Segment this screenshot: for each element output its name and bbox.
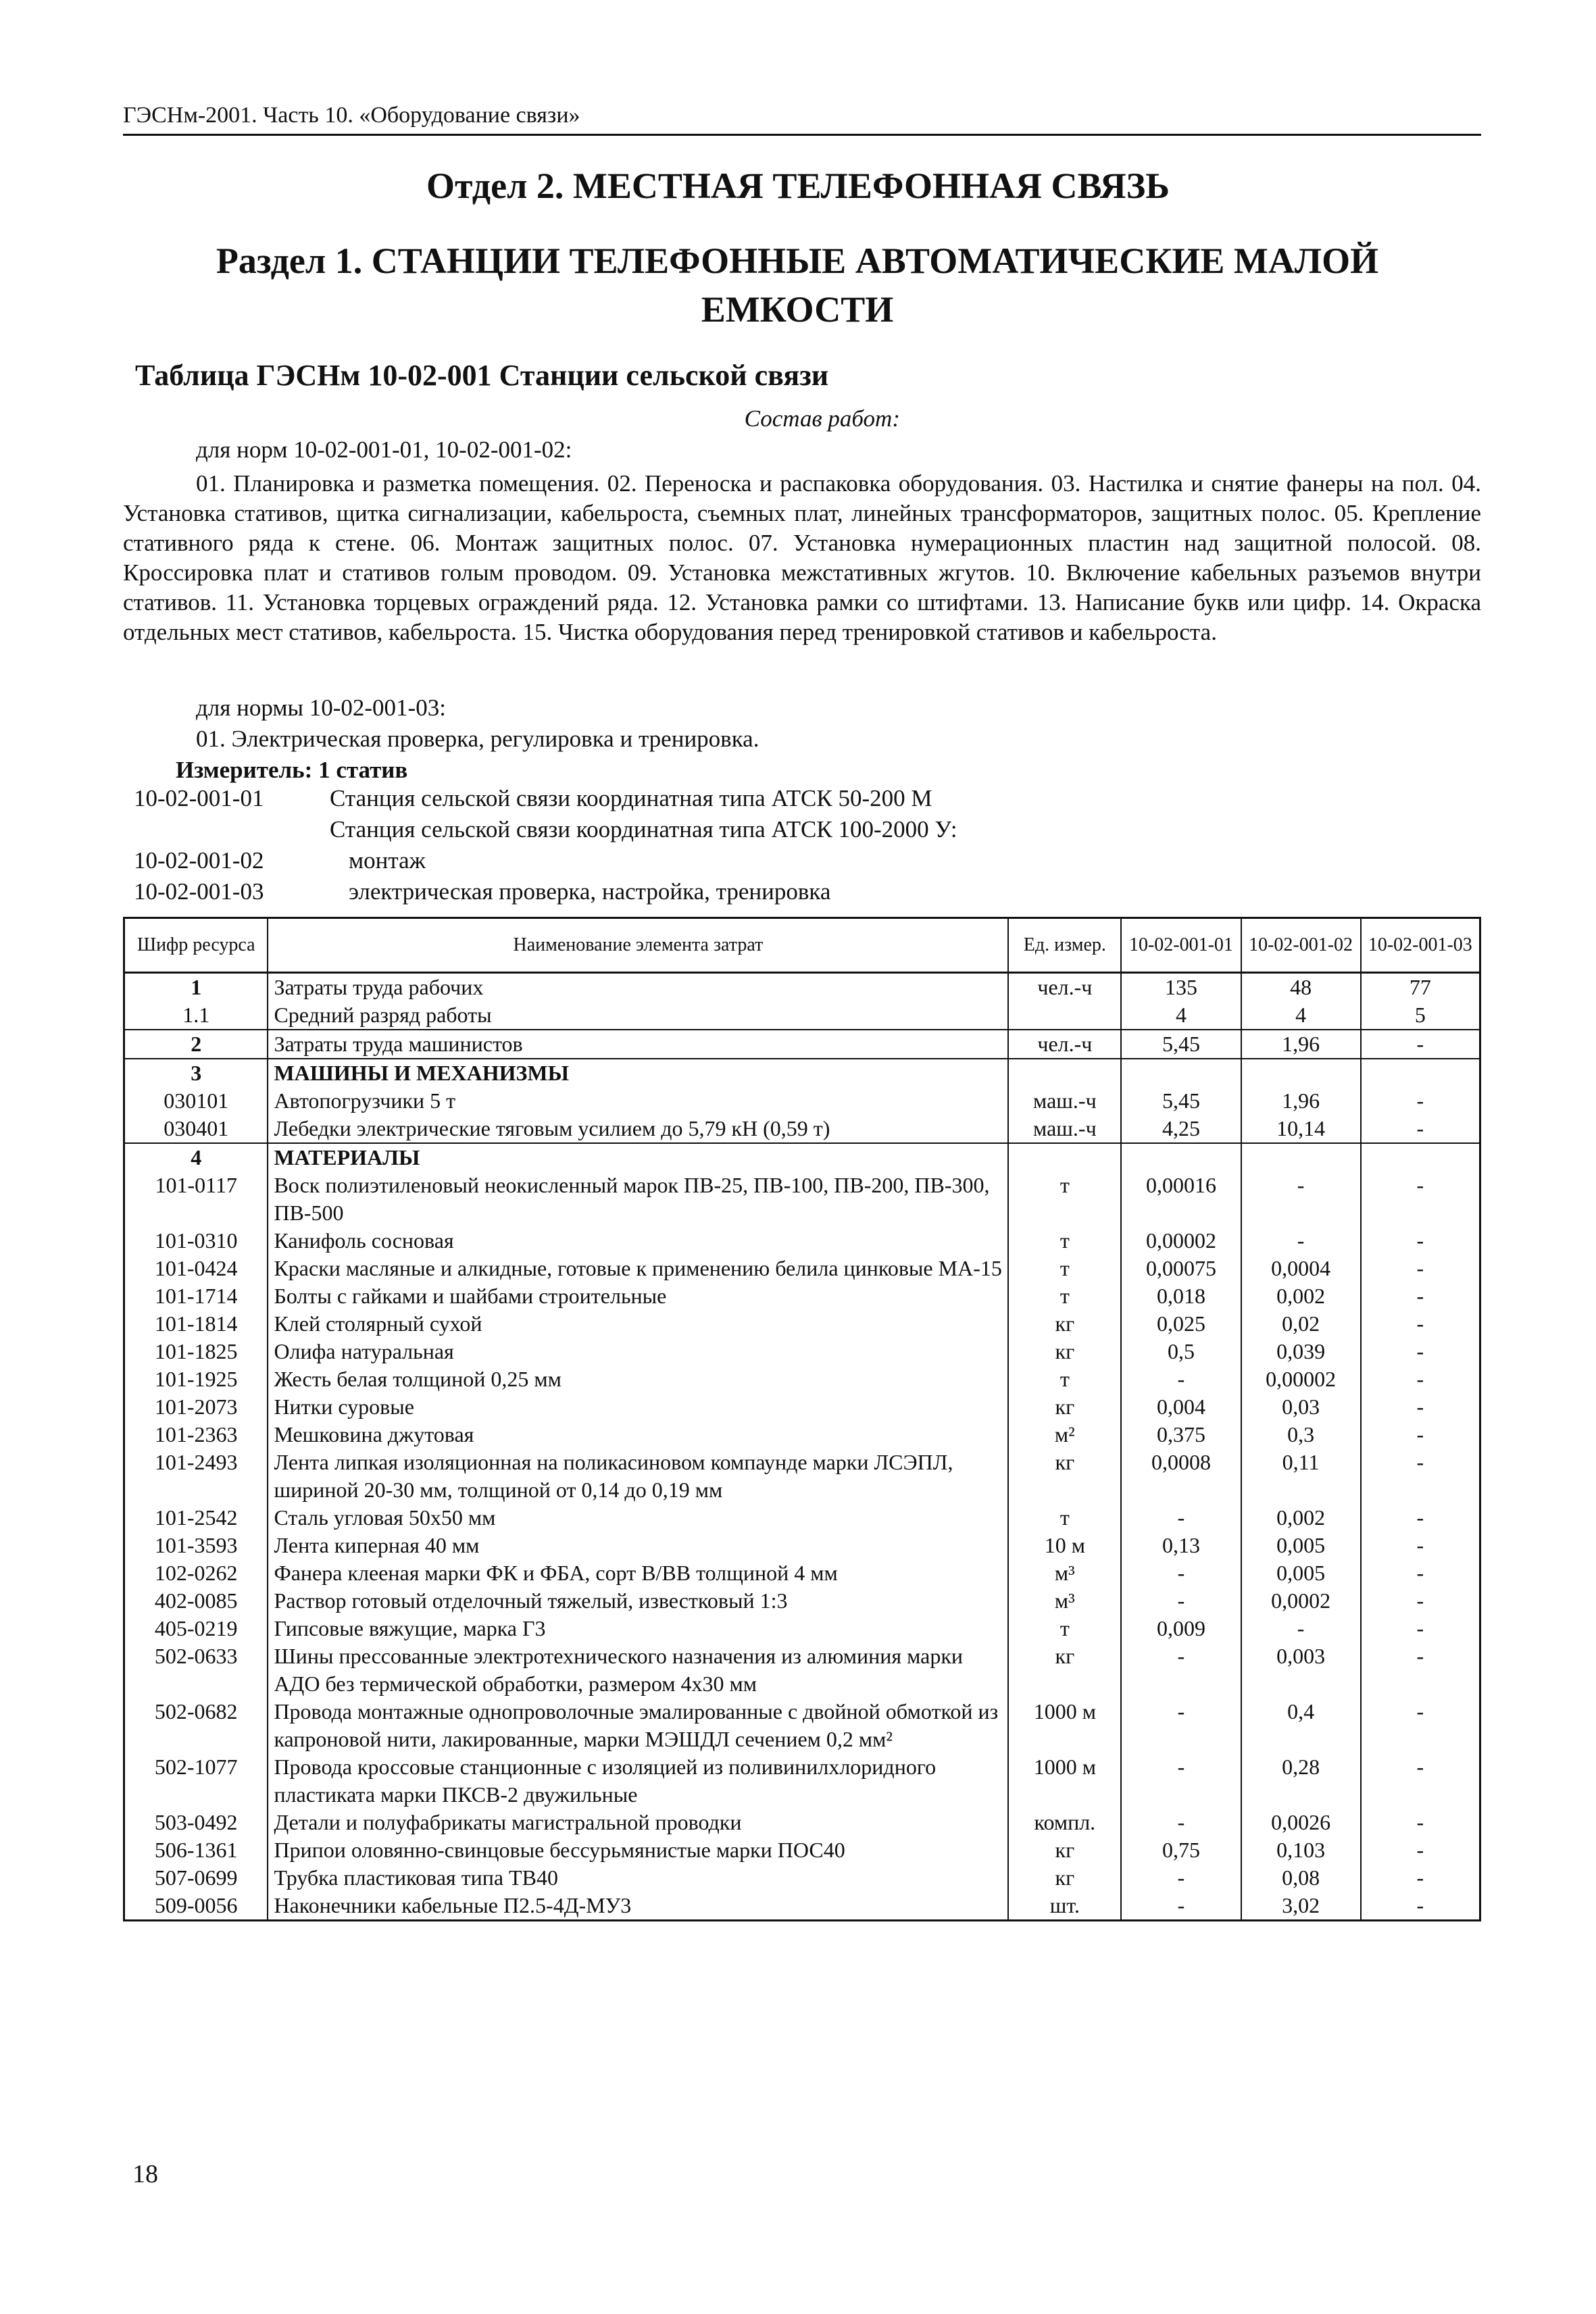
cell-norm-02: 0,003 bbox=[1241, 1642, 1361, 1698]
cell-name: Болты с гайками и шайбами строительные bbox=[268, 1282, 1008, 1310]
page-number: 18 bbox=[132, 2160, 158, 2188]
cell-norm-03: - bbox=[1361, 1087, 1480, 1115]
table-row bbox=[124, 1115, 1480, 1143]
table-row bbox=[124, 1615, 1480, 1642]
cell-norm-01: - bbox=[1121, 1642, 1241, 1698]
cell-code: 101-2542 bbox=[124, 1504, 268, 1532]
cell-name: Сталь угловая 50х50 мм bbox=[268, 1504, 1008, 1532]
cell-norm-03: - bbox=[1361, 1338, 1480, 1365]
cell-code: 101-0310 bbox=[124, 1227, 268, 1255]
section-title-line-2: ЕМКОСТИ bbox=[701, 289, 894, 330]
cell-name: МАТЕРИАЛЫ bbox=[268, 1143, 1008, 1172]
table-row bbox=[124, 1001, 1480, 1030]
composition-label: Состав работ: bbox=[744, 405, 900, 432]
cell-code: 101-1714 bbox=[124, 1282, 268, 1310]
cell-unit: кг bbox=[1008, 1310, 1121, 1338]
header-norm-01: 10-02-001-01 bbox=[1121, 918, 1241, 973]
norm-code-line bbox=[134, 846, 426, 876]
cell-name: Олифа натуральная bbox=[268, 1338, 1008, 1365]
norm-code-line bbox=[330, 815, 957, 845]
cell-norm-02: 1,96 bbox=[1241, 1030, 1361, 1059]
table-row bbox=[124, 1338, 1480, 1365]
cell-code: 502-0682 bbox=[124, 1698, 268, 1753]
cell-norm-01: 0,004 bbox=[1121, 1393, 1241, 1421]
table-row bbox=[124, 1892, 1480, 1921]
cell-norm-03: - bbox=[1361, 1365, 1480, 1393]
cell-code: 3 bbox=[124, 1059, 268, 1087]
cell-norm-02: 4 bbox=[1241, 1001, 1361, 1030]
table-row bbox=[124, 1227, 1480, 1255]
cell-unit: 1000 м bbox=[1008, 1753, 1121, 1809]
cell-norm-02: 0,0004 bbox=[1241, 1255, 1361, 1282]
cell-norm-02: 0,002 bbox=[1241, 1282, 1361, 1310]
norm-description: Станция сельской связи координатная типа АТСК 100-2000 У: bbox=[330, 816, 957, 842]
cell-norm-02: 0,005 bbox=[1241, 1532, 1361, 1559]
cell-name: Средний разряд работы bbox=[268, 1001, 1008, 1030]
cell-norm-01: 4,25 bbox=[1121, 1115, 1241, 1143]
section-title-line-1: Раздел 1. СТАНЦИИ ТЕЛЕФОННЫЕ АВТОМАТИЧЕСКИЕ МАЛОЙ bbox=[216, 241, 1379, 281]
norms-scope-b: для нормы 10-02-001-03: bbox=[196, 695, 446, 721]
norm-description: электрическая проверка, настройка, тренировка bbox=[349, 878, 831, 905]
cell-code: 402-0085 bbox=[124, 1587, 268, 1615]
cell-norm-03: - bbox=[1361, 1310, 1480, 1338]
cell-norm-03: - bbox=[1361, 1504, 1480, 1532]
cell-norm-03: 77 bbox=[1361, 973, 1480, 1002]
cell-norm-02: - bbox=[1241, 1615, 1361, 1642]
cell-unit bbox=[1008, 1059, 1121, 1087]
table-row bbox=[124, 1393, 1480, 1421]
cell-code: 101-0424 bbox=[124, 1255, 268, 1282]
cell-code: 030101 bbox=[124, 1087, 268, 1115]
cell-norm-01: 0,5 bbox=[1121, 1338, 1241, 1365]
cell-unit bbox=[1008, 1143, 1121, 1172]
cell-norm-01 bbox=[1121, 1059, 1241, 1087]
cell-norm-01: 0,018 bbox=[1121, 1282, 1241, 1310]
cell-norm-01: 5,45 bbox=[1121, 1030, 1241, 1059]
cell-norm-02: 48 bbox=[1241, 973, 1361, 1002]
cell-norm-03: 5 bbox=[1361, 1001, 1480, 1030]
table-row bbox=[124, 1059, 1480, 1087]
cell-norm-03: - bbox=[1361, 1393, 1480, 1421]
table-row bbox=[124, 1421, 1480, 1449]
cell-name: Припои оловянно-свинцовые бессурьмянистые марки ПОС40 bbox=[268, 1836, 1008, 1864]
cell-unit: чел.-ч bbox=[1008, 1030, 1121, 1059]
cell-name: Фанера клееная марки ФК и ФБА, сорт В/ВВ толщиной 4 мм bbox=[268, 1559, 1008, 1587]
cell-code: 502-1077 bbox=[124, 1753, 268, 1809]
cell-norm-01: 4 bbox=[1121, 1001, 1241, 1030]
cell-unit: т bbox=[1008, 1227, 1121, 1255]
cell-code: 102-0262 bbox=[124, 1559, 268, 1587]
cell-norm-02: 0,08 bbox=[1241, 1864, 1361, 1892]
table-header-row bbox=[124, 918, 1480, 973]
department-title: Отдел 2. МЕСТНАЯ ТЕЛЕФОННАЯ СВЯЗЬ bbox=[426, 166, 1170, 206]
cell-code: 101-1925 bbox=[124, 1365, 268, 1393]
cell-norm-03 bbox=[1361, 1143, 1480, 1172]
cell-unit: кг bbox=[1008, 1864, 1121, 1892]
cell-code: 101-2493 bbox=[124, 1449, 268, 1504]
cell-norm-02: 0,4 bbox=[1241, 1698, 1361, 1753]
cell-norm-02: 0,11 bbox=[1241, 1449, 1361, 1504]
cell-norm-02: 0,039 bbox=[1241, 1338, 1361, 1365]
cell-norm-01: 0,375 bbox=[1121, 1421, 1241, 1449]
table-row bbox=[124, 1698, 1480, 1753]
cell-norm-03 bbox=[1361, 1059, 1480, 1087]
cell-name: МАШИНЫ И МЕХАНИЗМЫ bbox=[268, 1059, 1008, 1087]
cell-norm-01: - bbox=[1121, 1559, 1241, 1587]
norm-description: Станция сельской связи координатная типа АТСК 50-200 М bbox=[330, 785, 932, 811]
cell-norm-01: 0,00016 bbox=[1121, 1172, 1241, 1227]
cell-unit: чел.-ч bbox=[1008, 973, 1121, 1002]
cell-name: Провода кроссовые станционные с изоляцией из поливинилхлоридного пластиката марки ПКСВ-2 двужильные bbox=[268, 1753, 1008, 1809]
cell-norm-03: - bbox=[1361, 1892, 1480, 1921]
cell-norm-02: 0,03 bbox=[1241, 1393, 1361, 1421]
norm-code: 10-02-001-01 bbox=[134, 785, 264, 811]
cell-norm-03: - bbox=[1361, 1172, 1480, 1227]
cell-code: 101-1825 bbox=[124, 1338, 268, 1365]
table-row bbox=[124, 1143, 1480, 1172]
cell-name: Нитки суровые bbox=[268, 1393, 1008, 1421]
cell-name: Наконечники кабельные П2.5-4Д-МУ3 bbox=[268, 1892, 1008, 1921]
cell-norm-03: - bbox=[1361, 1698, 1480, 1753]
cell-norm-01: - bbox=[1121, 1892, 1241, 1921]
cell-norm-03: - bbox=[1361, 1587, 1480, 1615]
cell-norm-02: 0,02 bbox=[1241, 1310, 1361, 1338]
cell-norm-02: 0,3 bbox=[1241, 1421, 1361, 1449]
cell-name: Гипсовые вяжущие, марка Г3 bbox=[268, 1615, 1008, 1642]
cell-code: 101-1814 bbox=[124, 1310, 268, 1338]
table-row bbox=[124, 1559, 1480, 1587]
cell-unit: компл. bbox=[1008, 1809, 1121, 1836]
cell-norm-01: 0,009 bbox=[1121, 1615, 1241, 1642]
cell-norm-01: - bbox=[1121, 1753, 1241, 1809]
table-row bbox=[124, 973, 1480, 1002]
table-row bbox=[124, 1532, 1480, 1559]
table-row bbox=[124, 1087, 1480, 1115]
cell-code: 030401 bbox=[124, 1115, 268, 1143]
cell-unit: кг bbox=[1008, 1642, 1121, 1698]
cell-norm-01: 0,025 bbox=[1121, 1310, 1241, 1338]
header-unit: Ед. измер. bbox=[1008, 918, 1121, 973]
cell-name: Лента киперная 40 мм bbox=[268, 1532, 1008, 1559]
cell-norm-03: - bbox=[1361, 1809, 1480, 1836]
cell-norm-02: 0,002 bbox=[1241, 1504, 1361, 1532]
norm-code: 10-02-001-02 bbox=[134, 847, 264, 874]
cell-unit: т bbox=[1008, 1615, 1121, 1642]
cell-norm-02: 1,96 bbox=[1241, 1087, 1361, 1115]
cell-name: Трубка пластиковая типа ТВ40 bbox=[268, 1864, 1008, 1892]
norm-code: 10-02-001-03 bbox=[134, 878, 264, 905]
norm-code-line bbox=[134, 877, 830, 907]
table-row bbox=[124, 1310, 1480, 1338]
cell-unit: т bbox=[1008, 1172, 1121, 1227]
table-row bbox=[124, 1809, 1480, 1836]
cell-name: Канифоль сосновая bbox=[268, 1227, 1008, 1255]
cell-unit: м² bbox=[1008, 1421, 1121, 1449]
cell-code: 507-0699 bbox=[124, 1864, 268, 1892]
table-row bbox=[124, 1282, 1480, 1310]
table-row bbox=[124, 1449, 1480, 1504]
table-row bbox=[124, 1365, 1480, 1393]
cell-norm-02: 0,28 bbox=[1241, 1753, 1361, 1809]
cell-name: Воск полиэтиленовый неокисленный марок ПВ-25, ПВ-100, ПВ-200, ПВ-300, ПВ-500 bbox=[268, 1172, 1008, 1227]
cell-unit: кг bbox=[1008, 1338, 1121, 1365]
resource-table bbox=[123, 917, 1481, 1921]
cell-name: Клей столярный сухой bbox=[268, 1310, 1008, 1338]
cell-name: Провода монтажные однопроволочные эмалированные с двойной обмоткой из капроновой нити, лакированные, марки МЭШДЛ сечением 0,2 мм² bbox=[268, 1698, 1008, 1753]
cell-norm-01: 0,00075 bbox=[1121, 1255, 1241, 1282]
cell-norm-03: - bbox=[1361, 1836, 1480, 1864]
cell-norm-01: 0,0008 bbox=[1121, 1449, 1241, 1504]
cell-norm-03: - bbox=[1361, 1864, 1480, 1892]
cell-norm-01: 0,13 bbox=[1121, 1532, 1241, 1559]
cell-norm-03: - bbox=[1361, 1559, 1480, 1587]
cell-name: Автопогрузчики 5 т bbox=[268, 1087, 1008, 1115]
cell-norm-02 bbox=[1241, 1059, 1361, 1087]
header-code: Шифр ресурса bbox=[124, 918, 268, 973]
cell-norm-02: - bbox=[1241, 1227, 1361, 1255]
norm-code-line bbox=[134, 784, 932, 813]
cell-name: Затраты труда машинистов bbox=[268, 1030, 1008, 1059]
cell-norm-02: 10,14 bbox=[1241, 1115, 1361, 1143]
cell-norm-03: - bbox=[1361, 1532, 1480, 1559]
cell-unit: т bbox=[1008, 1255, 1121, 1282]
cell-norm-01: 0,00002 bbox=[1121, 1227, 1241, 1255]
cell-unit: т bbox=[1008, 1282, 1121, 1310]
table-row bbox=[124, 1642, 1480, 1698]
cell-code: 101-2363 bbox=[124, 1421, 268, 1449]
cell-norm-02: 0,0026 bbox=[1241, 1809, 1361, 1836]
works-list-b: 01. Электрическая проверка, регулировка и тренировка. bbox=[196, 726, 759, 752]
section-title bbox=[135, 236, 1460, 334]
cell-norm-03: - bbox=[1361, 1255, 1480, 1282]
table-row bbox=[124, 1255, 1480, 1282]
cell-name: Шины прессованные электротехнического назначения из алюминия марки АДО без термической обработки, размером 4х30 мм bbox=[268, 1642, 1008, 1698]
header-norm-02: 10-02-001-02 bbox=[1241, 918, 1361, 973]
cell-norm-03: - bbox=[1361, 1615, 1480, 1642]
cell-unit: кг bbox=[1008, 1836, 1121, 1864]
cell-unit: 10 м bbox=[1008, 1532, 1121, 1559]
cell-norm-02: - bbox=[1241, 1172, 1361, 1227]
cell-norm-03: - bbox=[1361, 1227, 1480, 1255]
header-name: Наименование элемента затрат bbox=[268, 918, 1008, 973]
cell-code: 509-0056 bbox=[124, 1892, 268, 1921]
norm-description: монтаж bbox=[349, 847, 426, 874]
cell-name: Лента липкая изоляционная на поликасиновом компаунде марки ЛСЭПЛ, шириной 20-30 мм, толщиной от 0,14 до 0,19 мм bbox=[268, 1449, 1008, 1504]
cell-norm-03: - bbox=[1361, 1753, 1480, 1809]
cell-code: 502-0633 bbox=[124, 1642, 268, 1698]
cell-unit: м³ bbox=[1008, 1559, 1121, 1587]
cell-norm-02: 0,00002 bbox=[1241, 1365, 1361, 1393]
running-header: ГЭСНм-2001. Часть 10. «Оборудование связи» bbox=[123, 103, 1481, 136]
cell-norm-02: 0,103 bbox=[1241, 1836, 1361, 1864]
cell-unit: шт. bbox=[1008, 1892, 1121, 1921]
cell-code: 503-0492 bbox=[124, 1809, 268, 1836]
table-title: Таблица ГЭСНм 10-02-001 Станции сельской связи bbox=[135, 359, 829, 392]
cell-norm-01: 135 bbox=[1121, 973, 1241, 1002]
cell-name: Краски масляные и алкидные, готовые к применению белила цинковые МА-15 bbox=[268, 1255, 1008, 1282]
cell-unit bbox=[1008, 1001, 1121, 1030]
cell-unit: маш.-ч bbox=[1008, 1115, 1121, 1143]
cell-name: Затраты труда рабочих bbox=[268, 973, 1008, 1002]
cell-norm-03: - bbox=[1361, 1421, 1480, 1449]
cell-norm-03: - bbox=[1361, 1115, 1480, 1143]
cell-norm-03: - bbox=[1361, 1642, 1480, 1698]
cell-name: Раствор готовый отделочный тяжелый, известковый 1:3 bbox=[268, 1587, 1008, 1615]
cell-norm-01: - bbox=[1121, 1365, 1241, 1393]
table-row bbox=[124, 1030, 1480, 1059]
cell-unit: маш.-ч bbox=[1008, 1087, 1121, 1115]
cell-norm-01: 5,45 bbox=[1121, 1087, 1241, 1115]
cell-unit: т bbox=[1008, 1504, 1121, 1532]
cell-unit: м³ bbox=[1008, 1587, 1121, 1615]
cell-norm-02: 0,0002 bbox=[1241, 1587, 1361, 1615]
cell-norm-03: - bbox=[1361, 1030, 1480, 1059]
table-row bbox=[124, 1587, 1480, 1615]
cell-code: 1 bbox=[124, 973, 268, 1002]
cell-unit: т bbox=[1008, 1365, 1121, 1393]
cell-name: Детали и полуфабрикаты магистральной проводки bbox=[268, 1809, 1008, 1836]
norms-scope-a: для норм 10-02-001-01, 10-02-001-02: bbox=[196, 436, 572, 463]
cell-norm-03: - bbox=[1361, 1449, 1480, 1504]
table-row bbox=[124, 1836, 1480, 1864]
table-body bbox=[124, 973, 1480, 1921]
cell-norm-02: 0,005 bbox=[1241, 1559, 1361, 1587]
cell-unit: кг bbox=[1008, 1393, 1121, 1421]
cell-norm-02: 3,02 bbox=[1241, 1892, 1361, 1921]
cell-norm-01: - bbox=[1121, 1698, 1241, 1753]
cell-code: 101-2073 bbox=[124, 1393, 268, 1421]
table-row bbox=[124, 1864, 1480, 1892]
cell-code: 2 bbox=[124, 1030, 268, 1059]
meter-line: Измеритель: 1 статив bbox=[176, 757, 408, 783]
header-norm-03: 10-02-001-03 bbox=[1361, 918, 1480, 973]
cell-norm-02 bbox=[1241, 1143, 1361, 1172]
cell-norm-01: - bbox=[1121, 1504, 1241, 1532]
cell-norm-01 bbox=[1121, 1143, 1241, 1172]
cell-norm-01: - bbox=[1121, 1809, 1241, 1836]
cell-norm-01: 0,75 bbox=[1121, 1836, 1241, 1864]
cell-code: 4 bbox=[124, 1143, 268, 1172]
cell-code: 1.1 bbox=[124, 1001, 268, 1030]
cell-unit: 1000 м bbox=[1008, 1698, 1121, 1753]
cell-code: 506-1361 bbox=[124, 1836, 268, 1864]
cell-norm-01: - bbox=[1121, 1864, 1241, 1892]
cell-norm-01: - bbox=[1121, 1587, 1241, 1615]
table-row bbox=[124, 1504, 1480, 1532]
table-row bbox=[124, 1172, 1480, 1227]
cell-unit: кг bbox=[1008, 1449, 1121, 1504]
cell-code: 101-0117 bbox=[124, 1172, 268, 1227]
cell-name: Жесть белая толщиной 0,25 мм bbox=[268, 1365, 1008, 1393]
cell-name: Мешковина джутовая bbox=[268, 1421, 1008, 1449]
cell-name: Лебедки электрические тяговым усилием до 5,79 кН (0,59 т) bbox=[268, 1115, 1008, 1143]
cell-code: 405-0219 bbox=[124, 1615, 268, 1642]
cell-norm-03: - bbox=[1361, 1282, 1480, 1310]
cell-code: 101-3593 bbox=[124, 1532, 268, 1559]
table-row bbox=[124, 1753, 1480, 1809]
works-list-a: 01. Планировка и разметка помещения. 02. Переноска и распаковка оборудования. 03. Настилка и снятие фанеры на пол. 04. Установка стативов, щитка сигнализации, кабельроста, съемных плат, линейных трансформаторов, защитных полос. 05. Крепление стативного ряда к стене. 06. Монтаж защитных полос. 07. Установка нумерационных пластин над защитной полосой. 08. Кроссировка плат и стативов голым проводом. 09. Установка межстативных жгутов. 10. Включение кабельных разъемов внутри стативов. 11. Установка торцевых ограждений ряда. 12. Установка рамки со штифтами. 13. Написание букв или цифр. 14. Окраска отдельных мест стативов, кабельроста. 15. Чистка оборудования перед тренировкой стативов и кабельроста. bbox=[123, 470, 1481, 645]
